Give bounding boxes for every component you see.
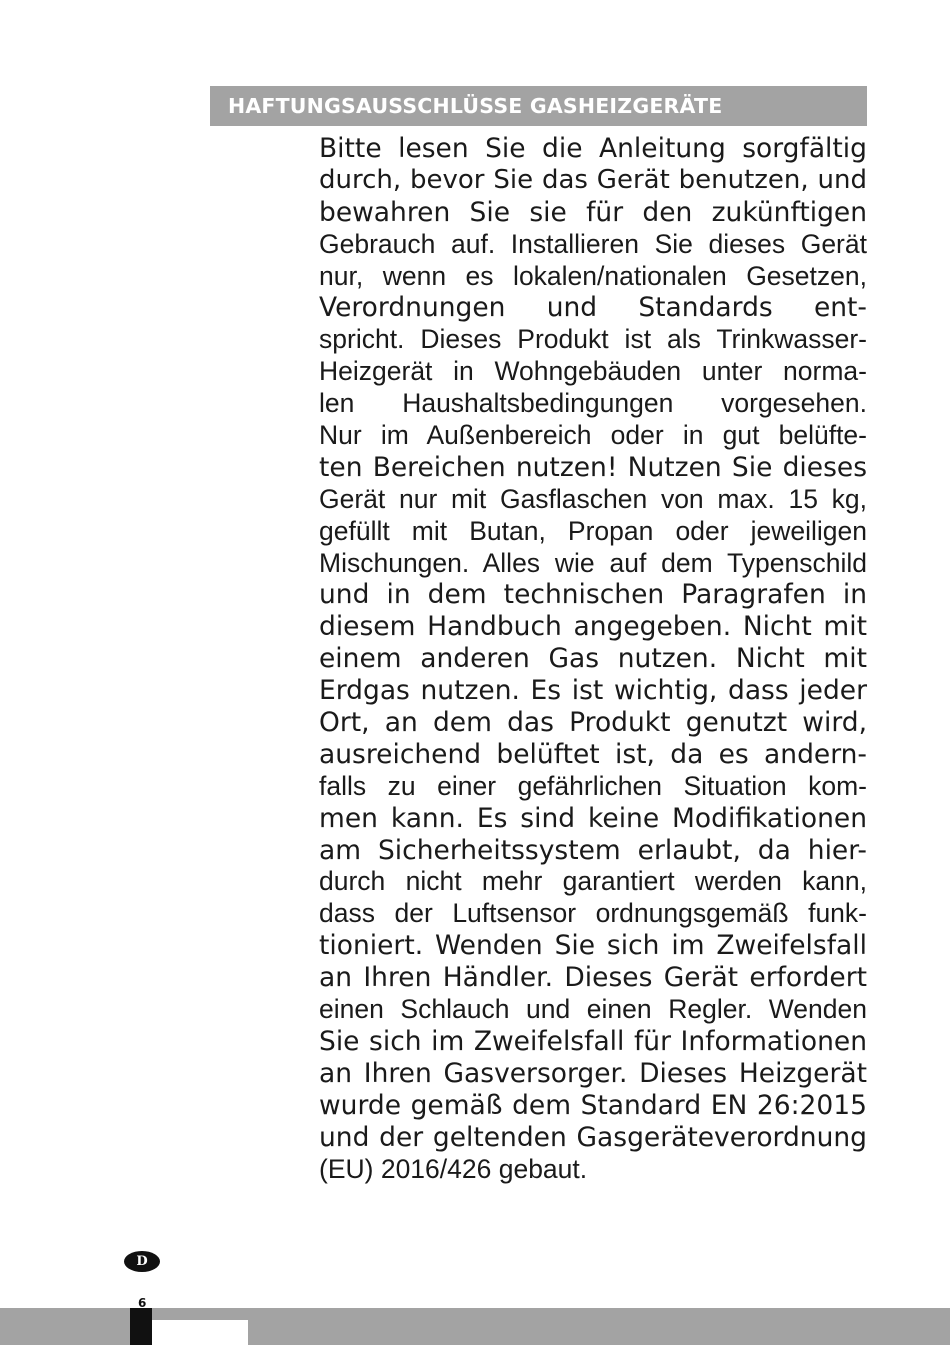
text-line: Gebrauch auf. Installieren Sie dieses Gerät bbox=[319, 228, 867, 259]
disclaimer-text bbox=[319, 133, 867, 1185]
text-line: Bitte lesen Sie die Anleitung sorgfältig bbox=[319, 133, 867, 164]
section-header-bar bbox=[210, 86, 867, 126]
text-line: nur, wenn es lokalen/nationalen Gesetzen, bbox=[319, 260, 867, 291]
text-line: an Ihren Händler. Dieses Gerät erfordert bbox=[319, 962, 867, 994]
text-line: (EU) 2016/426 gebaut. bbox=[319, 1153, 588, 1184]
text-line: Heizgerät in Wohngebäuden unter norma- bbox=[319, 356, 867, 387]
text-line: an Ihren Gasversorger. Dieses Heizgerät bbox=[319, 1057, 867, 1089]
text-line: ausreichend belüftet ist, da es andern- bbox=[319, 738, 867, 770]
text-line: men kann. Es sind keine Modifikationen bbox=[319, 802, 867, 834]
text-line: wurde gemäß dem Standard EN 26:2015 bbox=[319, 1089, 867, 1121]
text-line: Erdgas nutzen. Es ist wichtig, dass jeder bbox=[319, 675, 867, 707]
text-line: durch, bevor Sie das Gerät benutzen, und bbox=[319, 164, 867, 195]
text-line: gefüllt mit Butan, Propan oder jeweiligen bbox=[319, 515, 867, 546]
footer-white-tab bbox=[152, 1320, 248, 1345]
text-line: Sie sich im Zweifelsfall für Informationen bbox=[319, 1025, 867, 1057]
text-line: tioniert. Wenden Sie sich im Zweifelsfall bbox=[319, 930, 867, 962]
text-line: am Sicherheitssystem erlaubt, da hier- bbox=[319, 834, 867, 866]
text-line: Gerät nur mit Gasflaschen von max. 15 kg, bbox=[319, 483, 867, 514]
text-line: Mischungen. Alles wie auf dem Typenschild bbox=[319, 547, 867, 578]
page-number: 6 bbox=[138, 1296, 147, 1310]
text-line: falls zu einer gefährlichen Situation kom- bbox=[319, 770, 867, 801]
text-line: ten Bereichen nutzen! Nutzen Sie dieses bbox=[319, 451, 867, 483]
text-line: Verordnungen und Standards ent- bbox=[319, 292, 867, 324]
text-line: und in dem technischen Paragrafen in bbox=[319, 579, 867, 611]
text-line: spricht. Dieses Produkt ist als Trinkwasser- bbox=[319, 324, 867, 355]
language-badge: D bbox=[124, 1251, 160, 1272]
text-line: Ort, an dem das Produkt genutzt wird, bbox=[319, 707, 867, 739]
section-title: HAFTUNGSAUSSCHLÜSSE GASHEIZGERÄTE bbox=[228, 94, 723, 118]
text-line: einen Schlauch und einen Regler. Wenden bbox=[319, 994, 867, 1025]
text-line: einem anderen Gas nutzen. Nicht mit bbox=[319, 643, 867, 675]
footer-page-marker bbox=[130, 1308, 152, 1345]
text-line: len Haushaltsbedingungen vorgesehen. bbox=[319, 388, 867, 419]
text-line: und der geltenden Gasgeräteverordnung bbox=[319, 1121, 867, 1153]
text-line: dass der Luftsensor ordnungsgemäß funk- bbox=[319, 898, 867, 929]
text-line: bewahren Sie sie für den zukünftigen bbox=[319, 196, 867, 228]
text-line: diesem Handbuch angegeben. Nicht mit bbox=[319, 611, 867, 643]
text-line: Nur im Außenbereich oder in gut belüfte- bbox=[319, 420, 867, 451]
text-line: durch nicht mehr garantiert werden kann, bbox=[319, 866, 867, 897]
